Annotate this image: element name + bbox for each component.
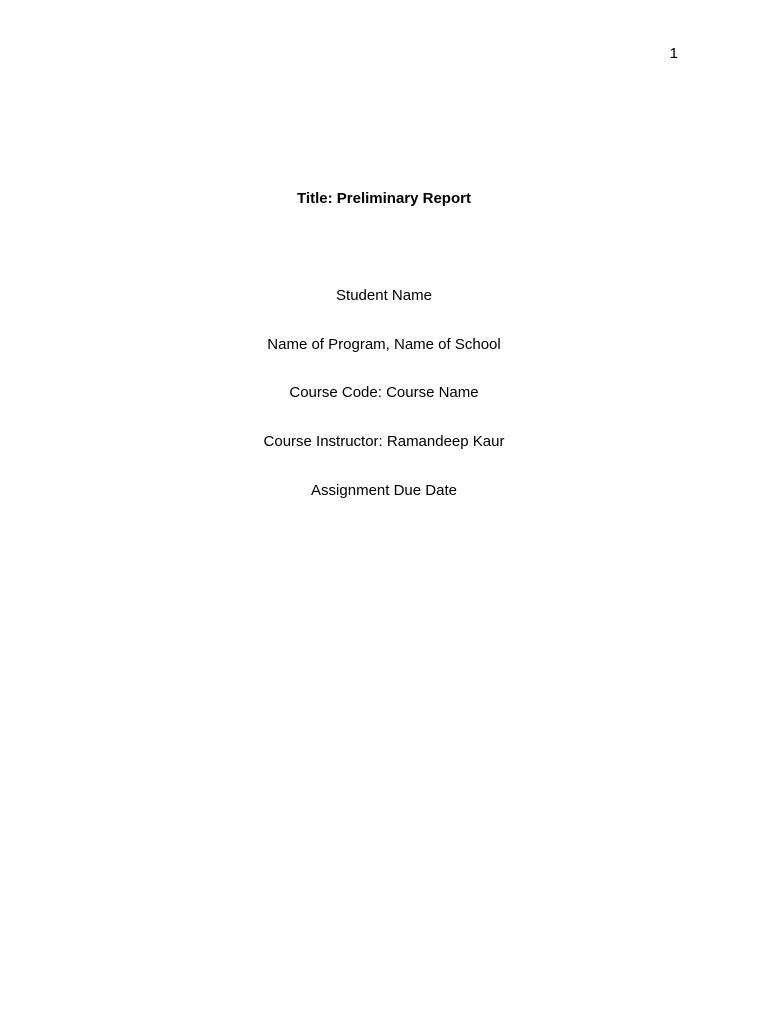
page-number: 1 <box>669 45 678 62</box>
course-instructor: Course Instructor: Ramandeep Kaur <box>263 433 505 450</box>
document-title: Title: Preliminary Report <box>297 190 471 207</box>
program-school: Name of Program, Name of School <box>267 336 501 353</box>
assignment-due-date: Assignment Due Date <box>311 482 457 499</box>
student-name: Student Name <box>336 287 432 304</box>
course-code-name: Course Code: Course Name <box>289 384 479 401</box>
